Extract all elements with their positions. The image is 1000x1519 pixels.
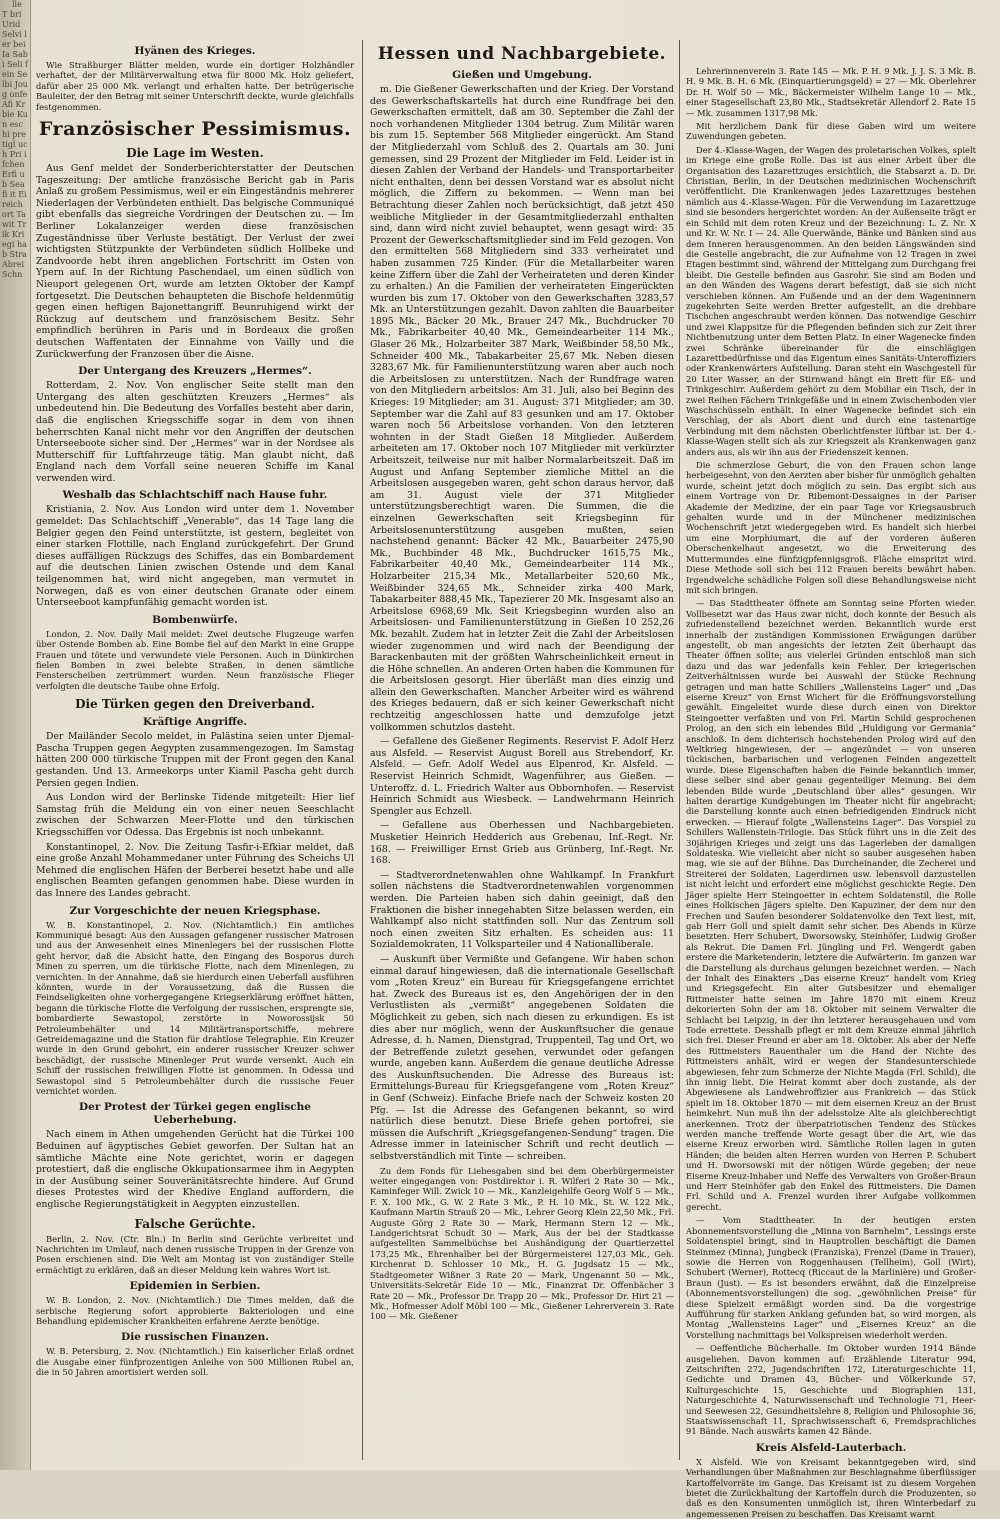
article-text: Lehrerinnenverein 3. Rate 145 — Mk. P. H. 9 Mk. J. J. S. 3 Mk. B. H. 9 Mk. B. H. 6 Mk. (Einquartierungsgeld) = 27 — Mk. Oberlehrer Dr. H. Wolf 50 — Mk., Bäckermeister Wilhelm Lange 10 — Mk., einer Stagesellschaft 23,80 Mk., Stadtsekretär Allendorf 2. Rate 15 — Mk. zusammen 1317,98 Mk.: [686, 66, 976, 118]
column-1: [36, 40, 354, 1460]
article-text: — Gefallene des Gießener Regiments. Reservist F. Adolf Herz aus Alsfeld. — Reservist August Borell aus Strebendorf, Kr. Alsfeld. — Gefr. Adolf Wedel aus Elpenrod, Kr. Alsfeld. — Reservist Heinrich Schmidt, Wagenführer, aus Gießen. — Unteroffz. d. L. Friedrich Walter aus Obbornhofen. — Reservist Heinrich Schmidt aus Wiesbeck. — Landwehrmann Heinrich Spengler aus Echzell.: [370, 736, 674, 817]
headline: Epidemien in Serbien.: [129, 1280, 261, 1293]
column-2: [370, 40, 674, 1460]
article-text: — Vom Stadttheater. In der heutigen ersten Abonnementsvorstellung die „Minna von Barnhelm“, Lessings erste Soldatenspiel bringt, sind in Hauptrollen beschäftigt die Damen Steinmez (Minna), Jungbeck (Franziska), Frenzel (Dame in Trauer), sowie die Herren von Roggenhausen (Tellheim), Goll (Wirt), Schubert (Werner), Rottecq (Riccaut de la Marlinière) und Großer-Braun (Just). — Es ist besonders erwähnt, daß die Einzelpreise (Abonnementsvorstellungen) die sog. „gewöhnlichen Preise“ für diese Spielzeit ermäßigt worden sind. Da die vorgestrige Aufführung für starken Anklang gefunden hat, so wird morgen, als Montag „Wallensteins Lager“ und „Eisernes Kreuz“ an die Vorstellung nachmittags bei Volkspreisen wiederholt werden.: [686, 1215, 976, 1340]
article-text: Wie Straßburger Blätter melden, wurde ein dortiger Holzhändler verhaftet, der der Militärverwaltung etwa für 8000 Mk. Holz geliefert, dafür aber 25 000 Mk. verlangt und erhalten hatte. Der betrügerische Bauleiter, der den Betrag mit seiner Unterschrift deckte, wurde gleichfalls festgenommen.: [36, 60, 354, 112]
headline: Zur Vorgeschichte der neuen Kriegsphase.: [69, 904, 321, 917]
headline: Die russischen Finanzen.: [121, 1331, 269, 1344]
article-text: — Stadtverordnetenwahlen ohne Wahlkampf. In Frankfurt sollen nächstens die Stadtverordnetenwahlen vorgenommen werden. Die Parteien haben sich dahin geeinigt, daß den Fraktionen die bisher innegehabten Sitze belassen werden, ein Wahlkampf also nicht stattfinden soll. Nur das Zentrum soll noch einen zweiten Sitz erhalten. Es scheiden aus: 11 Sozialdemokraten, 11 Volksparteiler und 4 Nationalliberale.: [370, 869, 674, 951]
article-text: Aus Genf meldet der Sonderberichterstatter der Deutschen Tageszeitung: Der amtliche französische Bericht gab in Paris Anlaß zu großem Pessimismus, weil er ein Eingeständnis mehrerer Niederlagen der Verbündeten enthielt. Das belgische Communiqué gibt ebenfalls das siegreiche Vordringen der Deutschen zu. — Im Berliner Lokalanzeiger werden diese französischen Zugeständnisse über Verluste bestätigt. Der Verlust der zwei wichtigsten Stützpunkte der Verbündeten südlich Hollbeke und Zandvoorde hebt ihren angeblichen Fortschritt im Osten von Ypern auf. In der Richtung Paschendael, um einen südlich von Nieuport gelegenen Ort, wurde am letzten Oktober der Kampf fortgesetzt. Die Deutschen behaupteten die Bischofe heldenmütig gegen einen heftigen Bajonettangriff. Beunruhigend wirkt der Rückzug auf deutschem und französischem Besitz. Sehr empfindlich berühren in Paris und in Bordeaux die großen deutschen Waffentaten der Einnahme von Vailly und die Zurückwerfung der Franzosen über die Aisne.: [36, 163, 354, 360]
article-text: — Das Stadttheater öffnete am Sonntag seine Pforten wieder. Vollbesetzt war das Haus zwar nicht, doch konnte der Besuch als zufriedenstellend bezeichnet werden. Bekanntlich wurde erst innerhalb der zuständigen Kommissionen Erwägungen darüber angestellt, ob man angesichts der letzten Zeit überhaupt das Theater öffnen sollte; aus vielerlei Gründen entschloß man sich dazu und das war jedenfalls kein Fehler. Der kriegerischen Zeitverhältnissen wurde bei Auswahl der Stücke Rechnung getragen und man hatte Schillers „Wallensteins Lager“ und „Das eiserne Kreuz“ von Ernst Wichert für die Eröffnungsvorstellung gewählt. Eingeleitet wurde diese durch einen von Direktor Steingoetter verfaßten und von Frl. Martin Schild gesprochenen Prolog, an den sich ein lebendes Bild „Huldigung vor Germania“ anschloß. In dem dichterisch hochstehenden Prolog wird auf den Weltkrieg hingewiesen, der — angezündet — von unseren tückischen, barbarischen und verlogenen Feinden angezettelt wurde. Diese Eigenschaften haben die Feinde bekanntlich immer, diese selber sind aber genau gegenteiliger Meinung. Bei dem lebenden Bilde wurde „Deutschland über alles“ gesungen. Wir halten derartige Kundgebungen im Theater nicht für angebracht; die Darstellung konnte auch einen befriedigenden Eindruck nicht erwecken. — Hierauf folgte „Wallensteins Lager“. Das Vorspiel zu Schillers Wallenstein-Trilogie. Das Stück führt uns in die Zeit des 30jährigen Krieges und zeigt uns das Lagerleben der damaligen Soldateska. Wie vielleicht aber nicht so sauber ausgesehen haben mag, wie sie auf der Bühne. Das Durcheinander, die Zecherei und Streiterei der Soldaten, Lagerdirnen usw. lebensvoll darzustellen ist nicht leicht und erfordert eine möglichst geschickte Regie. Den Jäger spielte Herr Steingoetter in echtem Soldatenstil, die Rolle eines Holkischen Jägers spielte. Den Kapuziner, der dem nur den Frechen und Saufen besonderer Soldatenvolke den Text liest, mit, gab Herr Goll und spielt damit sehr sicher. Des Abends in Kürze besetzten. Herr Schubert, Dworsowsky, Steinhöfer, Ludwig Großer als Rekrut. Die Damen Frl. Jüngling und Frl. Wengerdt gaben erstere die Marketenderin, letztere die Aufwärterin. Im ganzen war die Darstellung als durchaus gelungen bezeichnet werden. — Nach der Inhalt des Einakters „Das eiserne Kreuz“ handelt vom Krieg und Kriegsgefecht. Ein alter Gutsbesitzer und ehemaliger Rittmeister hatte seinen im Jahre 1870 mit einem Kreuz dekorierten Sohn der am 18. Oktober mit seinem Verwalter die Schlacht bei Leipzig, in der ihn letzterer herausgehauen und vom Tode errettete. Desshalb pflegt er mit dem Kreuze einmal jährlich sich frei. Dieser Freund er aber am 18. Oktober. Als aber der Neffe des Rittmeisters Rauenthaler um die Hand der Nichte des Rittmeisters anhält, wird er wegen der Standesunterschiede abgewiesen, fehr zum Schmerze der Nichte Magda (Frl. Schild), die ihn innig liebt. Die Heirat kommt aber doch zustande, als der Abgewiesene als Landwehroffizier aus Frankreich — das Stück spielt im 18. Oktober 1870 — mit dem eisernen Kreuz an der Brust heimkehrt. Nun muß ihn der adelsstolze Alte als gleichberechtigt anerkennen. Trotz der überpatriotischen Tendenz des Stückes werden manche treffende Worte gesagt über die Art, wie das eiserne Kreuz erworben wird. Sämtliche Rollen lagen in guten Händen; die beiden alten Herren wurden von Herren P. Schubert und H. Dworsowski mit der nötigen Würde gegeben; der neue Eiserne Kreuz-Inhaber und Neffe des Verwalters von Großer-Braun und Herr Steinhöfer gab den Enkel des Rittmeisters. Die Damen Frl. Schild und A. Frenzel wurden ihrer Aufgabe vollkommen gerecht.: [686, 598, 976, 1212]
article-text: Nach einem in Athen umgehenden Gerücht hat die Türkei 100 Beduinen auf ägyptisches Gebiet geworfen. Der Sultan hat an sämtliche Mächte eine Note gerichtet, worin er dagegen protestiert, daß die englische Okkupationsarmee ihm in Aegypten in der Ausübung seiner Souveränitätsrechte hindere. Auf Grund dieses Protestes wird der Khedive England auffordern, die englische Regierungstätigkeit in Aegypten einzustellen.: [36, 1129, 354, 1211]
headline: Hyänen des Krieges.: [134, 45, 256, 57]
article-text: m. Die Gießener Gewerkschaften und der Krieg. Der Vorstand des Gewerkschaftskartells hat durch eine Rundfrage bei den Gewerkschaften ermittelt, daß am 30. September die Zahl der noch vorhandenen Mitglieder 1304 betrug. Zum Militär waren bis zum 15. September 568 Mitglieder eingerückt. Am Stand der Mitgliederzahl vom Schluß des 2. Quartals am 30. Juni gemessen, sind 29 Prozent der Mitglieder im Feld. Leider ist in diesen Zahlen der Verband der Handels- und Transportarbeiter nicht enthalten, denn bei dessen Vorstand war es absolut nicht möglich, die Ziffern zu bekommen. — Wenn man bei Betrachtung dieser Zahlen noch berücksichtigt, daß jetzt 450 weibliche Mitglieder in der Gesamtmitgliederzahl enthalten sind, dann wird nicht zuviel behauptet, wenn gesagt wird: 35 Prozent der Gewerkschaftsmitglieder sind im Feld gezogen. Von den ermittelten 568 Mitgliedern sind 333 verheiratet und haben zusammen 725 Kinder. (Für die Metallarbeiter waren keine Ziffern über die Zahl der Verheirateten und deren Kinder zu erhalten.) An die Familien der verheirateten Eingerückten wurden bis zum 17. Oktober von den Gewerkschaften 3283,57 Mk. an Unterstützungen gezahlt. Davon zahlten die Bauarbeiter 1895 Mk., Bäcker 20 Mk., Brauer 247 Mk., Buchdrucker 70 Mk., Fabrikarbeiter 40,40 Mk., Gemeindearbeiter 114 Mk., Glaser 26 Mk., Holzarbeiter 387 Mark, Weißbinder 58,50 Mk., Schneider 400 Mk., Tabakarbeiter 25,67 Mk. Neben diesen 3283,67 Mk. für Familienunterstützung waren aber auch noch die Arbeitslosen zu unterstützen. Nach der Rundfrage waren von den Mitgliedern arbeitslos: Am 31. Juli, also bei Beginn des Krieges: 19 Mitglieder; am 31. August: 371 Mitglieder; am 30. September war die Zahl auf 83 gesunken und am 17. Oktober waren noch 56 Arbeitslose vorhanden. Von den letzteren wohnten in der Stadt Gießen 18 Mitglieder. Außerdem arbeiteten am 17. Oktober noch 107 Mitglieder mit verkürzter Arbeitszeit, teilweise nur mit halber Normalarbeitszeit. Daß im August und Anfang September ziemliche Mittel an die Arbeitslosen ausgegeben waren, geht schon daraus hervor, daß am 31. August viele der 371 Mitglieder unterstützungsberechtigt waren. Die Summen, die die einzelnen Gewerkschaften seit Kriegsbeginn für Arbeitslosenunterstützung ausgeben mußten, seien nachstehend genannt: Bäcker 42 Mk., Bauarbeiter 2475,90 Mk., Buchbinder 48 Mk., Buchdrucker 1615,75 Mk., Fabrikarbeiter 40,40 Mk., Gemeindearbeiter 114 Mk., Holzarbeiter 215,34 Mk., Metallarbeiter 520,60 Mk., Weißbinder 324,65 Mk., Schneider zirka 400 Mark, Tabakarbeiter 888,45 Mk., Tapezierer 20 Mk. Insgesamt also an Arbeitslose 6968,69 Mk. Seit Kriegsbeginn wurden also an Arbeitslosen- und Familienunterstützung in Gießen 10 252,26 Mk. bezahlt. Zudem hat in letzter Zeit die Zahl der Arbeitslosen wieder zugenommen und wird nach der Beendigung der Barackenbauten mit der größten Wahrscheinlichkeit erneut in die Höhe schnellen. An anderen Orten haben die Kommunen für die Arbeitslosen gesorgt. Hier überläßt man dies einzig und allein den Gewerkschaften. Mancher Arbeiter wird es während des Krieges bedauern, daß er sich keiner Gewerkschaft nicht rechtzeitig angeschlossen hatte und demzufolge jetzt vollkommen schutzlos dasteht.: [370, 84, 674, 733]
main-headline: Französischer Pessimismus.: [38, 118, 352, 141]
article-text: — Auskunft über Vermißte und Gefangene. Wir haben schon einmal darauf hingewiesen, daß die internationale Gesellschaft vom „Roten Kreuz“ ein Bureau für Kriegsgefangene errichtet hat. Zweck des Bureaus ist es, den Angehörigen der in den Verlustlisten als „vermißt“ angegebenen Soldaten die Möglichkeit zu geben, sich nach diesen zu erkundigen. Es ist dies aber nur möglich, wenn der Auskunftsucher die genaue Adresse, d. h. Namen, Dienstgrad, Truppenteil, Tag und Ort, wo der Betreffende zuletzt gesehen, verwundet oder gefangen wurde, angeben kann. Außerdem die genaue deutliche Adresse des Auskunftsuchenden. Die Adresse des Bureaus ist: Ermittelungs-Bureau für Kriegsgefangene vom „Roten Kreuz“ in Genf (Schweiz). Einfache Briefe nach der Schweiz kosten 20 Pfg. — Ist die Adresse des Gefangenen bekannt, so wird natürlich diese benutzt. Diese Briefe gehen portofrei, sie müssen die Aufschrift „Kriegsgefangenen-Sendung“ tragen. Die Adresse immer in lateinischer Schrift und recht deutlich — selbstverständlich mit Tinte — schreiben.: [370, 953, 674, 1163]
column-rule: [362, 40, 363, 1460]
article-text: Aus London wird der Berlinske Tidende mitgeteilt: Hier lief Samstag früh die Meldung ein von einer neuen Seeschlacht zwischen der Schwarzen Meer-Flotte und den türkischen Kriegsschiffen vor Odessa. Das Ergebnis ist noch unbekannt.: [36, 792, 354, 838]
article-text: W. B. Konstantinopel, 2. Nov. (Nichtamtlich.) Ein amtliches Kommuniqué besagt: Aus den Aussagen gefangener russischer Matrosen und aus der Anwesenheit eines Minenlegers bei der russischen Flotte geht hervor, daß die Absicht hatte, den Eingang des Bosporus durch Minen zu sperren, um die türkische Flotte, nach dem Minenlegen, zu vernichten. In der Annahme, daß sie hierdurch einen Ueberfall ausführen könnten, wurde in der Voraussetzung, daß die Russen die Feindseligkeiten ohne vorhergegangene Kriegserklärung eröffnet hätten, begann die türkische Flotte die Verfolgung der russischen, ersprengte sie, bombardierte Sewastopol, zerstörte in Noworossijsk 50 Petroleumbehälter und 14 Militärtransportschiffe, mehrere Getreidemagazine und die Station für drahtlose Telegraphie. Ein Kreuzer wurde in den Grund gebohrt, ein anderer russischer Kreuzer schwer beschädigt, der russische Minenleger Prut wurde versenkt. Auch ein Schiff der russischen freiwilligen Flotte ist genommen. In Odessa und Sewastopol sind 5 Petroleumbehälter durch die russische Feuer vernichtet worden.: [36, 919, 354, 1097]
subheadline: Die Türken gegen den Dreiverband.: [75, 697, 315, 712]
article-text: Der Mailänder Secolo meldet, in Palästina seien unter Djemal-Pascha Truppen gegen Aegypten zusammengezogen. Im Samstag hätten 200 000 türkische Truppen mit der Front gegen den Kanal gestanden. Und 13. Armeekorps unter Kiamil Pascha geht durch Persien gegen Indien.: [36, 731, 354, 789]
article-text: X Alsfeld. Wie von Kreisamt bekanntgegeben wird, sind Verhandlungen über Maßnahmen zur Beschlagnahme überflüssiger Kartoffelvorräte im Gange. Das Kreisamt ist zu diesem Vorgehen bietet die Zurückhaltung der Kartoffeln durch die Produzenten, so daß es den Konsumenten unmöglich ist, ihren Winterbedarf zu angemessenen Preisen zu beschaffen. Das Kreisamt warnt: [686, 1456, 976, 1519]
article-text: Die schmerzlose Geburt, die von den Frauen schon lange herbeigesehnt, von den Aerzten aber bisher für unmöglich gehalten wurde, scheint jetzt doch möglich zu sein. Das ergibt sich aus einem Vortrage von Dr. Ribemont-Dessaignes in der Pariser Akademie der Medizine, der ein paar Tage vor Kriegsausbruch gehalten wurde und in der Münchener medizinischen Wochenschrift jetzt wiedergegeben wird. Es handelt sich hierbei um eine Morphiumart, die auf der vorderen äußeren Oberschenkelhaut angesetzt, wo die Erweiterung des Muttermundes eine fünfzigpfennigsgroß. Fläche einspritzt wird. Diese Methode soll sich bei 112 Frauen bereits bewährt haben. Irgendwelche schädliche Folgen soll diese Behandlungsweise nicht mit sich bringen.: [686, 460, 976, 595]
article-text: W. B. Petersburg, 2. Nov. (Nichtamtlich.) Ein kaiserlicher Erlaß ordnet die Ausgabe einer fünfprozentigen Anleihe von 500 Millionen Rubel an, die in 50 Jahren amortisiert werden soll.: [36, 1346, 354, 1378]
article-text: Mit herzlichem Dank für diese Gaben wird um weitere Zuwendungen gebeten.: [686, 121, 976, 142]
column-3: [686, 66, 976, 1519]
article-text: Konstantinopel, 2. Nov. Die Zeitung Tasfir-i-Efkiar meldet, daß eine große Anzahl Mohammedaner unter Führung des Scheichs Ul Mehmed die englischen Häfen der Berberei besetzt habe und alle englischen Beamten gefangen genommen habe. Diese wurden in das Innere des Landes gebracht.: [36, 841, 354, 899]
section-masthead: Hessen und Nachbargebiete.: [377, 44, 667, 64]
article-text: Kristiania, 2. Nov. Aus London wird unter dem 1. November gemeldet: Das Schlachtschiff „Venerable“, das 14 Tage lang die Belgier gegen den Feind unterstützte, ist gestern, begleitet von einer starken Flottille, nach England zurückgefehrt. Der Grund dieses auffälligen Rückzugs des Schiffes, das ein Bombardement auf die deutschen Linien zwischen Ostende und dem Kanal teilgenommen hat, wird nicht angegeben, man vermutet in Norwegen, daß es von einer deutschen Granate oder einem Unterseeboot kampfunfähig gemacht worden ist.: [36, 504, 354, 609]
headline: Kräftige Angriffe.: [142, 716, 248, 729]
headline: Kreis Alsfeld-Lauterbach.: [755, 1441, 907, 1454]
edge-text: lle T bri Urid Selvi ler bei Ia Sabi Seli fein Selbi Joug onfe Afi Kr bie Kun eschi pretigl uch Pri ifchen Erfi ub Sea fi it Ei reich ort Ta wit Trik Kriegi hab Stra Abrei Schn: [2, 0, 28, 279]
section-subtitle: Gießen und Umgebung.: [452, 69, 592, 81]
subheadline: Falsche Gerüchte.: [134, 1216, 256, 1231]
headline: Bombenwürfe.: [152, 613, 238, 626]
article-text: Berlin, 2. Nov. (Ctr. Bln.) In Berlin sind Gerüchte verbreitet und Nachrichten im Umlauf, nach denen russische Truppen in der Grenze von Posen erschienen sind. Die Welt am Montag ist von zuständiger Stelle ermächtigt zu erklären, daß an dieser Meldung kein wahres Wort ist.: [36, 1233, 354, 1275]
article-text: — Oeffentliche Bücherhalle. Im Oktober wurden 1914 Bände ausgeliehen. Davon kommen auf: Erzählende Literatur 994, Zeitschriften 272, Jugendschriften 172, Literaturgeschichte 11, Gedichte und Dramen 43, Bücher- und Völkerkunde 57, Kulturgeschichte 15, Geschichte und Biographien 131, Naturgeschichte 4, Naturwissenschaft und Technologie 71, Heer- und Seewesen 22, Gesundheitslehre 8, Religion und Philosophie 36, Staatswissenschaft 11, Sprachwissenschaft 6, Fremdsprachliches 91 Bände. Nach auswärts kamen 42 Bände.: [686, 1343, 976, 1437]
article-text: Rotterdam, 2. Nov. Von englischer Seite stellt man den Untergang des alten geschützten Kreuzers „Hermes“ als unbedeutend hin. Die Bedeutung des Vorfalles besteht aber darin, daß die englischen Kriegsschiffe sogar in dem von ihnen beherrschten Kanal nicht mehr vor den Angriffen der deutschen Unterseeboote sicher sind. Der „Hermes“ war in der Nordsee als Mutterschiff für Luftfahrzeuge tätig. Man glaubt nicht, daß England nach dem Vorfall seine neueren Schiffe im Kanal verwenden wird.: [36, 380, 354, 484]
article-text: Zu dem Fonds für Liebesgaben sind bei dem Oberbürgermeister weiter eingegangen von: Postdirektor i. R. Wilferi 2 Rate 30 — Mk., Kaminfeger Will. Zwick 10 — Mk., Kanzleigehilfe Georg Wolf 5 — Mk., F. X. 100 Mk., G. W. 2 Rate 3 Mk., P. H. 10 Mk., St. W. 122 Mk., Kaufmann Martin Strauß 20 — Mk., Lehrer Georg Klein 22,50 Mk., Frl. Auguste Görg 2 Rate 30 — Mark, Hermann Stern 12 — Mk., Landgerichtsrat Schudt 30 — Mark, Aus der bei der Stadtkasse aufgestellten Sammelbüchse bei Aushändigung der Quartierzettel 173,25 Mk., Ehrenhalber bei der Bürgermeisterei 127,03 Mk., Geh. Kirchenrat D. Schlosser 10 Mk., H. G. Jugdsatz 15 — Mk., Stadtgeometer Wißner 3 Rate 20 — Mark, Ungenannt 50 — Mk., Universitäts-Sekretär Eide 10 — Mk., Finanzrat Dr. Offenbächer 3 Rate 20 — Mk., Professor Dr. Trapp 20 — Mk., Professor Dr. Hirt 21 — Mk., Hofmesser Adolf Möbl 100 — Mk., Gießener Lehrerverein 3. Rate 100 — Mk. Gießener: [370, 1165, 674, 1322]
article-text: London, 2. Nov. Daily Mail meldet: Zwei deutsche Flugzeuge warfen über Ostende Bomben ab. Eine Bombe fiel auf den Markt in eine Gruppe Frauen und tötete und verwundete viele Personen. Auch in Dünkirchen fielen Bomben in zwei belebte Straßen, in denen sämtliche Fensterscheiben zertrümmert wurden. Neun französische Flieger verfolgten die deutsche Taube ohne Erfolg.: [36, 628, 354, 691]
article-text: W. B. London, 2. Nov. (Nichtamtlich.) Die Times melden, daß die serbische Regierung sofort approbierte Bakteriologen und eine Behandlung epidemischer Krankheiten erfahrene Aerzte benötige.: [36, 1295, 354, 1327]
subheadline: Die Lage im Westen.: [126, 146, 264, 161]
article-text: Der 4.-Klasse-Wagen, der Wagen des proletarischen Volkes, spielt im Kriege eine große Rolle. Das ist aus einer Arbeit über die Organisation des Lazarettzuges ersichtlich, die Stabsarzt a. D. Dr. Christian, Berlin, in der Deutschen medizinischen Wochenschrift veröffentlicht. Die Krankenwagen jedes Lazarettzuges bestehen nämlich aus 4.-Klasse-Wagen. Für die Verwendung im Lazarettzuge sind sie besonders hergerichtet worden: An der Außenseite trägt er ein Schild mit dem roten Kreuz und der Bezeichnung: L. Z. Nr. X und Kr. W. Nr. I — 24. Alle Querwände, Bänke und Bänken sind aus dem Inneren herausgenommen. An den beiden Längswänden sind die Gestelle angebracht, die zur Aufnahme von 12 Tragen in zwei Etagen bestimmt sind, während der Mittelgang zum Durchgang frei bleibt. Die Gestelle befinden aus Gasrohr. Sie sind am Boden und an den Wänden des Wagens derart befestigt, daß sie sich nicht verschieben können. Am Fußende und an der dem Wageninnern zugekehrten Seite werden Bretter aufgestellt, an die drehbare Tischchen angeschraubt werden können. Das notwendige Geschirr und zwei Klappsitze für die Pflegenden befinden sich zur Zeit ihrer Nichtbenutzung unter dem Betten Platz. In einer Wagenecke finden zwei Schränke übereinander für die einschlägigen Lazarettbedürfnisse und das Eigentum eines Sanitäts-Unteroffiziers oder Krankenwärters Aufstellung. Daran steht ein Waschgestell für 20 Liter Wasser, an der Stirnwand hängt ein Brett für Eß- und Trinkgeschirr. Außerdem gehört zu dem Mobiliar ein Tisch, der in zwei Reihen Fächern Trinkgefäße und in einem Zwischenboden vier Waschschüsseln enthält. In einer Wagenecke befindet sich ein Verschlag, der als Abort dient und durch eine tastenartige Verbindung mit dem nächsten Oberlichtfenster lüftbar ist. Der 4.-Klasse-Wagen stellt sich als zur Kriegszeit als Krankenwagen ganz anders aus, als wir ihn aus der Friedenszeit kennen.: [686, 144, 976, 457]
headline: Weshalb das Schlachtschiff nach Hause fuhr.: [62, 489, 328, 502]
headline: Der Protest der Türkei gegen englische Ueberhebung.: [79, 1101, 311, 1127]
article-text: — Gefallene aus Oberhessen und Nachbargebieten. Musketier Heinrich Hedderich aus Grebenau, Inf.-Regt. Nr. 168. — Freiwilliger Ernst Grieb aus Grünberg, Inf.-Regt. Nr. 168.: [370, 820, 674, 867]
headline: Der Untergang des Kreuzers „Hermes“.: [78, 365, 312, 378]
adjacent-page-edge: [0, 0, 31, 1470]
column-rule: [679, 40, 680, 1460]
